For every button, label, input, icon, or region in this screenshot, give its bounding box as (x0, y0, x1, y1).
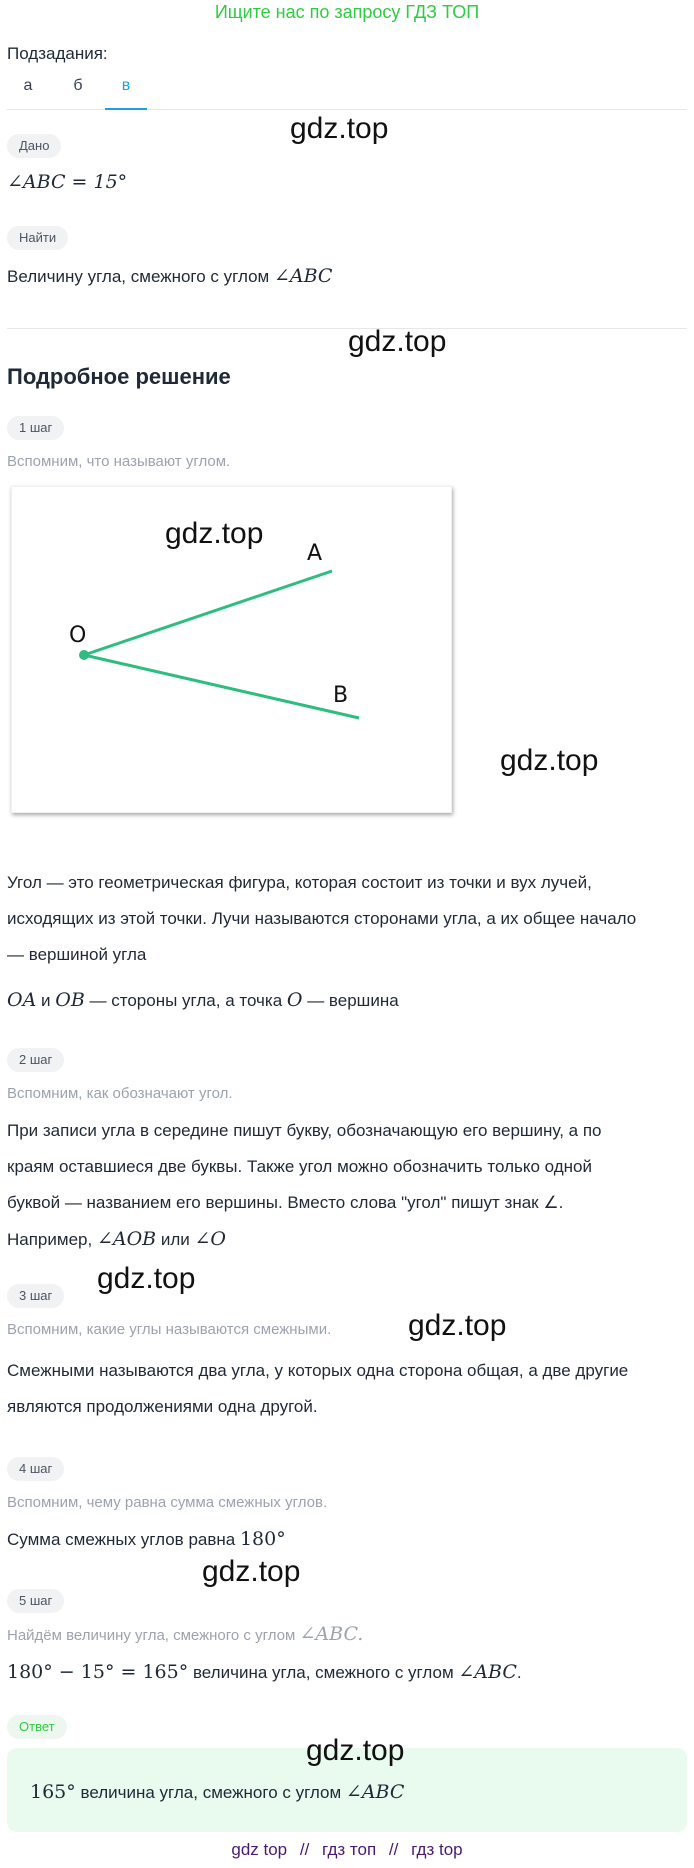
ray-ob (84, 655, 359, 718)
given-math: ∠ABC = 15° (7, 171, 128, 193)
watermark: gdz.top (202, 1555, 301, 1588)
subtask-tabs (7, 74, 687, 110)
watermark: gdz.top (97, 1262, 196, 1295)
ray-oa (84, 571, 332, 655)
step-5-result: 180° − 15° = 165° величина угла, смежного с углом ∠ABC. (7, 1661, 522, 1683)
step-3-line-2: являются продолжениями одна другой. (7, 1397, 318, 1416)
step-4-chip: 4 шаг (7, 1457, 64, 1481)
given-chip: Дано (7, 134, 61, 158)
find-chip: Найти (7, 226, 68, 250)
step-2-example: Например, ∠AOB или ∠O (7, 1228, 226, 1250)
step-1-line-1: Угол — это геометрическая фигура, которая состоит из точки и вух лучей, (7, 873, 592, 892)
solution-title: Подробное решение (7, 364, 231, 389)
step-2-line-3: буквой — названием его вершины. Вместо слова "угол" пишут знак ∠. (7, 1193, 564, 1212)
watermark: gdz.top (165, 517, 264, 550)
step-4-hint: Вспомним, чему равна сумма смежных углов. (7, 1494, 328, 1511)
step-5-chip: 5 шаг (7, 1589, 64, 1613)
footer-separator: // (388, 1840, 399, 1859)
tab-v[interactable]: в (105, 74, 147, 110)
step-3-chip: 3 шаг (7, 1284, 64, 1308)
label-b: B (333, 683, 349, 708)
step-3-hint: Вспомним, какие углы называются смежными. (7, 1321, 332, 1338)
angle-diagram (12, 487, 453, 814)
watermark: gdz.top (408, 1309, 507, 1342)
answer-text: 165° величина угла, смежного с углом ∠ABC (30, 1781, 405, 1803)
footer-links (0, 1840, 694, 1860)
watermark: gdz.top (290, 112, 389, 145)
tab-a[interactable]: а (23, 77, 33, 94)
step-1-line-2: исходящих из этой точки. Лучи называются сторонами угла, а их общее начало (7, 909, 637, 928)
footer-separator: // (299, 1840, 310, 1859)
watermark: gdz.top (306, 1734, 405, 1767)
step-1-line-3: — вершиной угла (7, 945, 147, 964)
footer-link-gdz-top[interactable]: gdz top (231, 1840, 288, 1859)
step-2-chip: 2 шаг (7, 1048, 64, 1072)
step-2-line-1: При записи угла в середине пишут букву, обозначающую его вершину, а по (7, 1121, 602, 1140)
footer-link-gdz-top-ru[interactable]: гдз топ (322, 1840, 377, 1859)
footer-link-gdz-top-mixed[interactable]: гдз top (411, 1840, 463, 1859)
answer-chip: Ответ (7, 1715, 67, 1739)
step-4-text: Сумма смежных углов равна 180° (7, 1528, 286, 1550)
find-text: Величину угла, смежного с углом ∠ABC (7, 265, 333, 287)
subtasks-label: Подзадания: (7, 44, 108, 63)
vertex-o (79, 650, 89, 660)
step-5-hint: Найдём величину угла, смежного с углом ∠ABC. (7, 1623, 364, 1645)
label-a: A (307, 541, 323, 566)
watermark: gdz.top (500, 744, 599, 777)
step-1-chip: 1 шаг (7, 416, 64, 440)
step-2-hint: Вспомним, как обозначают угол. (7, 1085, 233, 1102)
step-2-line-2: краям оставшиеся две буквы. Также угол можно обозначить только одной (7, 1157, 592, 1176)
divider (7, 328, 687, 329)
step-1-hint: Вспомним, что называют углом. (7, 453, 231, 470)
watermark: gdz.top (348, 325, 447, 358)
label-o: O (69, 623, 87, 648)
step-3-line-1: Смежными называются два угла, у которых одна сторона общая, а две другие (7, 1361, 629, 1380)
top-banner: Ищите нас по запросу ГДЗ ТОП (214, 2, 480, 22)
tab-b[interactable]: б (73, 77, 83, 94)
angle-figure (11, 486, 452, 813)
step-1-sides: OA и OB — стороны угла, а точка O — вершина (7, 989, 399, 1011)
